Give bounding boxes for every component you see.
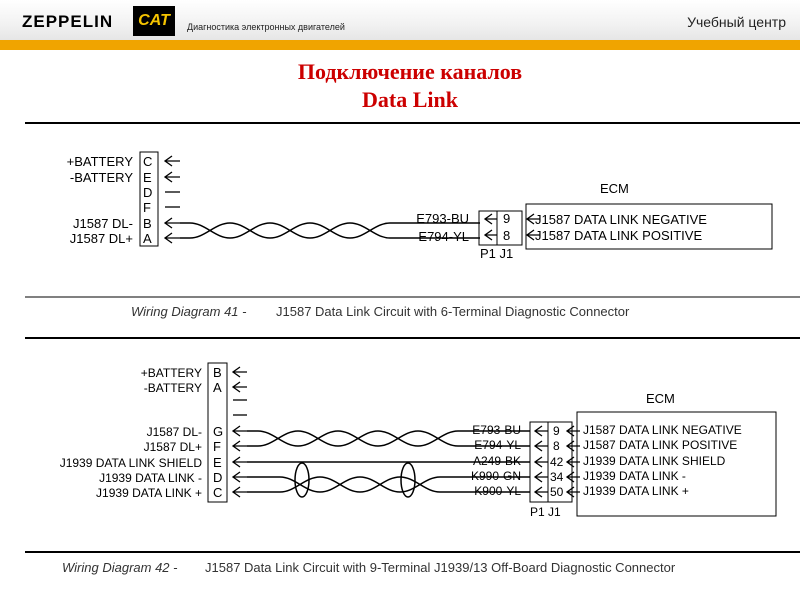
d2-pin-d: D <box>213 470 223 485</box>
d2-pin-g: G <box>213 424 224 439</box>
d2-ecm-pin-8: 8 <box>553 439 560 453</box>
d2-caption-prefix: Wiring Diagram 42 - <box>62 560 178 575</box>
d2-ecm-label: ECM <box>646 391 675 406</box>
d1-ecm-pin-8: 8 <box>503 228 511 243</box>
header-subtitle: Диагностика электронных двигателей <box>187 22 345 32</box>
d2-pin-terminals <box>233 367 247 497</box>
d2-wire-k900: K900-YL <box>474 484 521 498</box>
brand-logo: ZEPPELIN <box>22 12 114 31</box>
d1-pin-d: D <box>143 185 153 200</box>
d1-pin-terminals <box>165 156 180 243</box>
d2-wire-e793: E793-BU <box>472 423 521 437</box>
d2-signal-j1939-pos: J1939 DATA LINK + <box>96 486 202 500</box>
d1-wire-e793: E793-BU <box>416 211 469 226</box>
d2-pin-b: B <box>213 365 222 380</box>
d1-wire-e794: E794-YL <box>418 229 469 244</box>
d1-ecm-line-neg: J1587 DATA LINK NEGATIVE <box>535 212 707 227</box>
d2-signal-dl-neg: J1587 DL- <box>146 425 202 439</box>
d2-ecm-pin-50: 50 <box>550 485 564 499</box>
d2-ecm-pin-34: 34 <box>550 470 564 484</box>
d1-pin-f: F <box>143 200 151 215</box>
d2-ecm-line-4: J1939 DATA LINK - <box>583 469 686 483</box>
d2-signal-j1939-neg: J1939 DATA LINK - <box>99 471 202 485</box>
d1-pin-e: E <box>143 170 152 185</box>
d1-signal-dl-pos: J1587 DL+ <box>69 231 133 246</box>
d1-ecm-label: ECM <box>600 181 629 196</box>
cat-logo: CAT <box>133 6 175 36</box>
d1-caption: J1587 Data Link Circuit with 6-Terminal Diagnostic Connector <box>276 304 630 319</box>
d2-signal-battery-pos: +BATTERY <box>140 366 202 380</box>
training-center-label: Учебный центр <box>687 14 786 30</box>
d1-ecm-line-pos: J1587 DATA LINK POSITIVE <box>535 228 703 243</box>
d2-ecm-pin-9: 9 <box>553 424 560 438</box>
d2-wire-a249: A249-BK <box>472 454 521 468</box>
d2-signal-battery-neg: -BATTERY <box>143 381 202 395</box>
d2-signal-dl-pos: J1587 DL+ <box>143 440 202 454</box>
d1-connector-label: P1 J1 <box>480 246 514 261</box>
d1-pin-c: C <box>143 154 153 169</box>
d1-signal-dl-neg: J1587 DL- <box>73 216 133 231</box>
d2-wire-e794: E794-YL <box>474 438 521 452</box>
diagram-41 <box>67 152 772 319</box>
d2-wire-k990: K990-GN <box>470 469 521 483</box>
d2-pin-f: F <box>213 439 221 454</box>
d1-ecm-pin-9: 9 <box>503 211 511 226</box>
d2-ecm-pin-42: 42 <box>550 455 564 469</box>
d1-pin-a: A <box>143 231 152 246</box>
d2-signal-shield: J1939 DATA LINK SHIELD <box>59 456 202 470</box>
d2-connector-label: P1 J1 <box>530 505 561 519</box>
d2-ecm-line-1: J1587 DATA LINK NEGATIVE <box>583 423 742 437</box>
d1-caption-prefix: Wiring Diagram 41 - <box>131 304 247 319</box>
d2-pin-c: C <box>213 485 223 500</box>
d1-pin-b: B <box>143 216 152 231</box>
d1-signal-battery-pos: +BATTERY <box>66 154 133 169</box>
d2-caption: J1587 Data Link Circuit with 9-Terminal J1939/13 Off-Board Diagnostic Connector <box>205 560 676 575</box>
d2-pin-a: A <box>213 380 222 395</box>
d2-ecm-line-5: J1939 DATA LINK + <box>583 484 689 498</box>
diagram-42 <box>60 363 776 575</box>
title-line-1: Подключение каналов <box>297 59 523 84</box>
title-line-2: Data Link <box>362 87 458 112</box>
d2-ecm-line-3: J1939 DATA LINK SHIELD <box>583 454 726 468</box>
d2-pin-e: E <box>213 455 222 470</box>
d2-ecm-line-2: J1587 DATA LINK POSITIVE <box>583 438 738 452</box>
d1-signal-battery-neg: -BATTERY <box>69 170 133 185</box>
